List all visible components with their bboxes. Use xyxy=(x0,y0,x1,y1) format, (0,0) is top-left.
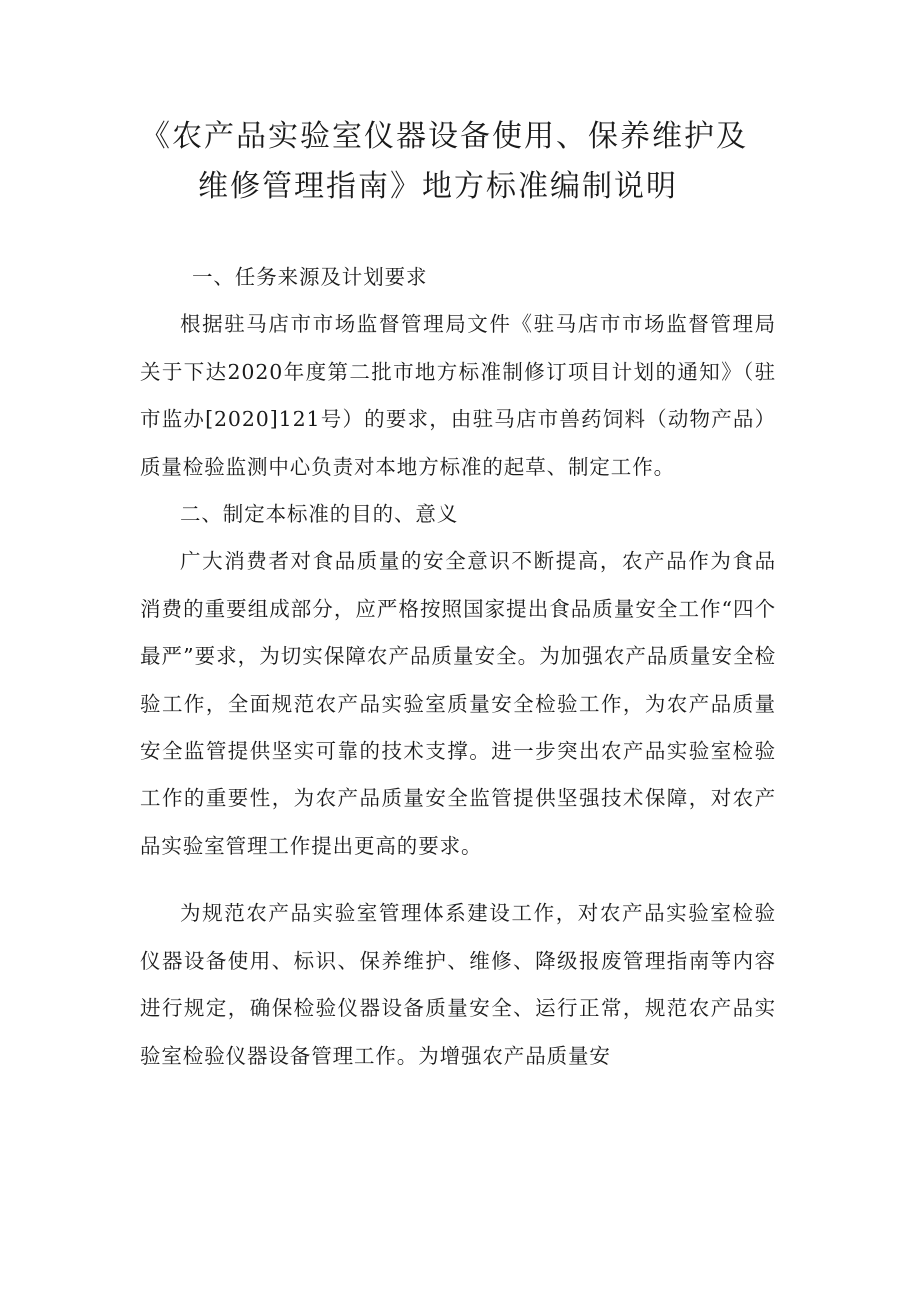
document-body xyxy=(140,254,776,1080)
paragraph-spacer xyxy=(140,870,776,890)
document-title-line-1: 《农产品实验室仪器设备使用、保养维护及 xyxy=(140,119,748,154)
document-title-line-2: 维修管理指南》地方标准编制说明 xyxy=(198,169,678,204)
section-2-heading: 二、制定本标准的目的、意义 xyxy=(180,502,459,527)
section-1-heading: 一、任务来源及计划要求 xyxy=(192,265,428,289)
section-2-paragraph-2: 为规范农产品实验室管理体系建设工作，对农产品实验室检验仪器设备使用、标识、保养维护、维修、降级报废管理指南等内容进行规定，确保检验仪器设备质量安全、运行正常，规范农产品实验室检验仪器设备管理工作。为增强农产品质量安 xyxy=(140,901,776,1068)
section-1-paragraph: 根据驻马店市市场监督管理局文件《驻马店市市场监督管理局关于下达2020年度第二批市地方标准制修订项目计划的通知》（驻市监办[2020]121号）的要求，由驻马店市兽药饲料（动物产品）质量检验监测中心负责对本地方标准的起草、制定工作。 xyxy=(140,312,776,479)
document-title xyxy=(140,112,800,212)
section-2-paragraph-1: 广大消费者对食品质量的安全意识不断提高，农产品作为食品消费的重要组成部分，应严格按照国家提出食品质量安全工作“四个最严”要求，为切实保障农产品质量安全。为加强农产品质量安全检验工作，全面规范农产品实验室质量安全检验工作，为农产品质量安全监管提供坚实可靠的技术支撑。进一步突出农产品实验室检验工作的重要性，为农产品质量安全监管提供坚强技术保障，对农产品实验室管理工作提出更高的要求。 xyxy=(140,549,776,858)
